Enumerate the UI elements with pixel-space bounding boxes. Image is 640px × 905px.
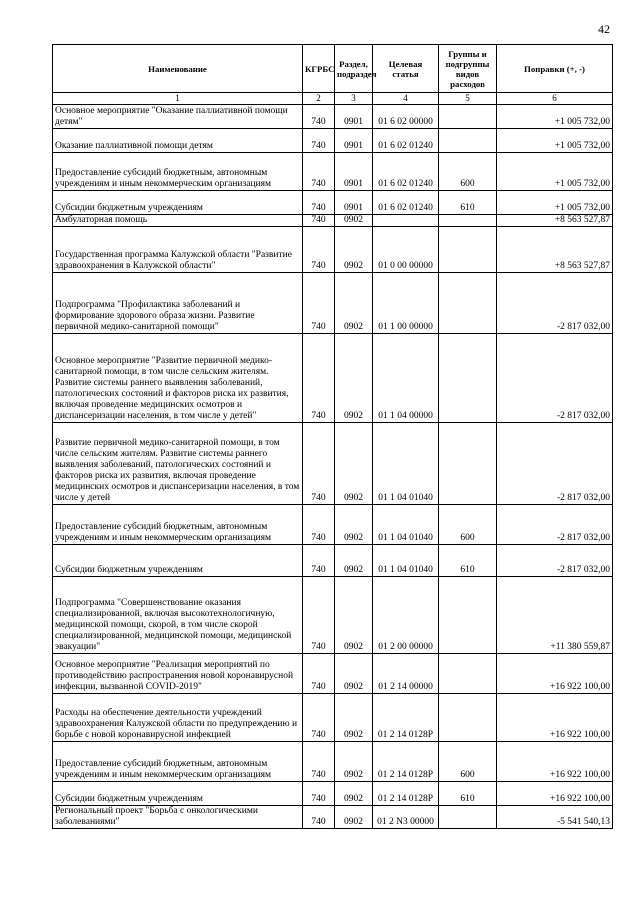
- row-kgrbs: 740: [303, 423, 335, 505]
- row-kgrbs: 740: [303, 153, 335, 191]
- row-group: [439, 215, 497, 227]
- row-group: 610: [439, 545, 497, 577]
- row-amount: +1 005 732,00: [497, 153, 613, 191]
- header-amendments: Поправки (+, -): [497, 45, 613, 93]
- table-row: [53, 273, 613, 334]
- row-kgrbs: 740: [303, 654, 335, 694]
- row-target: 01 6 02 01240: [373, 129, 439, 153]
- row-group: 610: [439, 191, 497, 215]
- row-amount: +16 922 100,00: [497, 782, 613, 806]
- row-kgrbs: 740: [303, 806, 335, 829]
- header-section: Раздел, подраздел: [335, 45, 373, 93]
- row-amount: -2 817 032,00: [497, 334, 613, 423]
- row-amount: -2 817 032,00: [497, 423, 613, 505]
- row-group: 600: [439, 505, 497, 545]
- row-section: 0901: [335, 191, 373, 215]
- table-row: [53, 423, 613, 505]
- row-section: 0902: [335, 782, 373, 806]
- row-kgrbs: 740: [303, 191, 335, 215]
- row-target: 01 2 14 0128Р: [373, 742, 439, 782]
- table-row: [53, 577, 613, 654]
- row-kgrbs: 740: [303, 215, 335, 227]
- row-amount: +16 922 100,00: [497, 694, 613, 742]
- table-row: [53, 545, 613, 577]
- row-name: Предоставление субсидий бюджетным, автономным учреждениям и иным некоммерческим организациям: [53, 153, 303, 191]
- row-group: [439, 273, 497, 334]
- row-group: [439, 806, 497, 829]
- row-name: Амбулаторная помощь: [53, 215, 303, 227]
- row-name: Субсидии бюджетным учреждениям: [53, 782, 303, 806]
- row-kgrbs: 740: [303, 694, 335, 742]
- row-section: 0901: [335, 105, 373, 129]
- row-amount: -2 817 032,00: [497, 505, 613, 545]
- row-name: Субсидии бюджетным учреждениям: [53, 191, 303, 215]
- row-kgrbs: 740: [303, 334, 335, 423]
- row-group: [439, 129, 497, 153]
- table-row: [53, 742, 613, 782]
- header-target: Целевая статья: [373, 45, 439, 93]
- table-row: [53, 334, 613, 423]
- row-kgrbs: 740: [303, 105, 335, 129]
- row-name: Оказание паллиативной помощи детям: [53, 129, 303, 153]
- row-amount: +16 922 100,00: [497, 654, 613, 694]
- row-section: 0902: [335, 273, 373, 334]
- row-target: 01 2 00 00000: [373, 577, 439, 654]
- column-number: 4: [373, 93, 439, 105]
- row-section: 0901: [335, 153, 373, 191]
- row-target: 01 6 02 00000: [373, 105, 439, 129]
- row-section: 0902: [335, 423, 373, 505]
- row-target: 01 1 00 00000: [373, 273, 439, 334]
- row-target: 01 1 04 01040: [373, 545, 439, 577]
- row-section: 0902: [335, 227, 373, 273]
- table-row: [53, 227, 613, 273]
- row-name: Подпрограмма "Профилактика заболеваний и формирование здорового образа жизни. Развитие первичной медико-санитарной помощи": [53, 273, 303, 334]
- row-kgrbs: 740: [303, 273, 335, 334]
- row-name: Предоставление субсидий бюджетным, автономным учреждениям и иным некоммерческим организациям: [53, 742, 303, 782]
- page-number: 42: [598, 22, 610, 36]
- row-amount: -5 541 540,13: [497, 806, 613, 829]
- row-kgrbs: 740: [303, 782, 335, 806]
- row-target: 01 2 14 0128Р: [373, 782, 439, 806]
- row-group: 600: [439, 153, 497, 191]
- row-amount: +8 563 527,87: [497, 215, 613, 227]
- column-number: 1: [53, 93, 303, 105]
- row-name: Региональный проект "Борьба с онкологическими заболеваниями": [53, 806, 303, 829]
- budget-table: [52, 44, 613, 829]
- row-kgrbs: 740: [303, 545, 335, 577]
- row-amount: +8 563 527,87: [497, 227, 613, 273]
- row-target: [373, 215, 439, 227]
- row-target: 01 6 02 01240: [373, 191, 439, 215]
- row-section: 0902: [335, 577, 373, 654]
- row-target: 01 1 04 01040: [373, 505, 439, 545]
- row-target: 01 0 00 00000: [373, 227, 439, 273]
- table-row: [53, 129, 613, 153]
- row-group: [439, 654, 497, 694]
- row-kgrbs: 740: [303, 505, 335, 545]
- table-row: [53, 694, 613, 742]
- row-target: 01 6 02 01240: [373, 153, 439, 191]
- header-name: Наименование: [53, 45, 303, 93]
- column-number: 3: [335, 93, 373, 105]
- row-name: Основное мероприятие "Оказание паллиативной помощи детям": [53, 105, 303, 129]
- row-group: [439, 334, 497, 423]
- row-name: Расходы на обеспечение деятельности учреждений здравоохранения Калужской области по предупреждению и борьбе с новой коронавирусной инфекцией: [53, 694, 303, 742]
- row-section: 0902: [335, 334, 373, 423]
- table-row: [53, 806, 613, 829]
- row-section: 0902: [335, 742, 373, 782]
- table-row: [53, 505, 613, 545]
- row-group: [439, 577, 497, 654]
- row-group: [439, 423, 497, 505]
- row-amount: -2 817 032,00: [497, 545, 613, 577]
- row-name: Субсидии бюджетным учреждениям: [53, 545, 303, 577]
- row-name: Предоставление субсидий бюджетным, автономным учреждениям и иным некоммерческим организациям: [53, 505, 303, 545]
- row-amount: +16 922 100,00: [497, 742, 613, 782]
- row-amount: +1 005 732,00: [497, 129, 613, 153]
- column-number: 6: [497, 93, 613, 105]
- row-kgrbs: 740: [303, 742, 335, 782]
- row-group: [439, 227, 497, 273]
- row-kgrbs: 740: [303, 577, 335, 654]
- row-section: 0902: [335, 505, 373, 545]
- row-section: 0902: [335, 215, 373, 227]
- row-group: [439, 105, 497, 129]
- table-row: [53, 153, 613, 191]
- row-amount: -2 817 032,00: [497, 273, 613, 334]
- row-target: 01 2 N3 00000: [373, 806, 439, 829]
- header-groups: Группы и подгруппы видов расходов: [439, 45, 497, 93]
- table-row: [53, 105, 613, 129]
- table-row: [53, 191, 613, 215]
- table-row: [53, 215, 613, 227]
- row-name: Подпрограмма "Совершенствование оказания специализированной, включая высокотехнологичную, медицинской помощи, скорой, в том числе скорой специализированной, медицинской помощи, медицинской эвакуации": [53, 577, 303, 654]
- row-kgrbs: 740: [303, 129, 335, 153]
- row-section: 0902: [335, 694, 373, 742]
- row-name: Основное мероприятие "Реализация мероприятий по противодействию распространения новой коронавирусной инфекции, вызванной COVID-2019": [53, 654, 303, 694]
- row-group: 600: [439, 742, 497, 782]
- table-row: [53, 654, 613, 694]
- column-number: 5: [439, 93, 497, 105]
- column-number: 2: [303, 93, 335, 105]
- row-target: 01 1 04 01040: [373, 423, 439, 505]
- row-section: 0902: [335, 806, 373, 829]
- header-kgrbs: КГРБС: [303, 45, 335, 93]
- row-section: 0902: [335, 545, 373, 577]
- row-section: 0901: [335, 129, 373, 153]
- row-amount: +11 380 559,87: [497, 577, 613, 654]
- row-amount: +1 005 732,00: [497, 191, 613, 215]
- row-amount: +1 005 732,00: [497, 105, 613, 129]
- row-name: Развитие первичной медико-санитарной помощи, в том числе сельским жителям. Развитие системы раннего выявления заболеваний, патологических состояний и факторов риска их развития, включая проведение медицинских осмотров и диспансеризации населения, в том числе у детей: [53, 423, 303, 505]
- row-name: Основное мероприятие "Развитие первичной медико-санитарной помощи, в том числе сельским жителям. Развитие системы раннего выявления заболеваний, патологических состояний и факторов риска их развития, включая проведение медицинских осмотров и диспансеризации населения, в том числе у детей": [53, 334, 303, 423]
- row-kgrbs: 740: [303, 227, 335, 273]
- row-section: 0902: [335, 654, 373, 694]
- row-target: 01 2 14 00000: [373, 654, 439, 694]
- row-target: 01 1 04 00000: [373, 334, 439, 423]
- row-name: Государственная программа Калужской области "Развитие здравоохранения в Калужской области": [53, 227, 303, 273]
- row-group: [439, 694, 497, 742]
- row-group: 610: [439, 782, 497, 806]
- table-row: [53, 782, 613, 806]
- row-target: 01 2 14 0128Р: [373, 694, 439, 742]
